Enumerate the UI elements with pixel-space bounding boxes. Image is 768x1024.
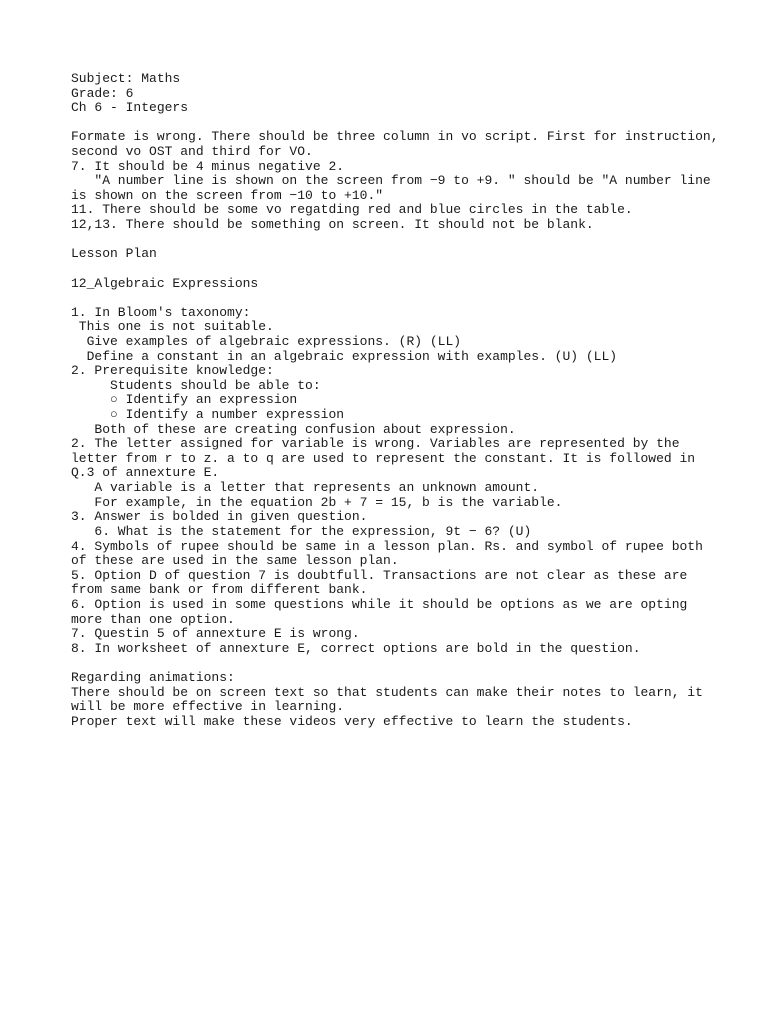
feedback-line: 6. What is the statement for the expression, 9t − 6? (U) bbox=[71, 523, 532, 539]
feedback-line: 12,13. There should be something on screen. It should not be blank. bbox=[71, 217, 594, 233]
feedback-line: more than one option. bbox=[71, 611, 235, 627]
feedback-line: 7. It should be 4 minus negative 2. bbox=[71, 158, 345, 174]
feedback-line: 6. Option is used in some questions while it should be options as we are opting bbox=[71, 596, 688, 612]
feedback-line: from same bank or from different bank. bbox=[71, 582, 368, 598]
feedback-line: For example, in the equation 2b + 7 = 15, b is the variable. bbox=[71, 494, 563, 510]
lesson-plan-heading: Lesson Plan bbox=[71, 246, 157, 262]
feedback-line: 4. Symbols of rupee should be same in a lesson plan. Rs. and symbol of rupee both bbox=[71, 538, 703, 554]
feedback-line: Proper text will make these videos very effective to learn the students. bbox=[71, 713, 633, 729]
feedback-line: Formate is wrong. There should be three column in vo script. First for instruction, bbox=[71, 129, 719, 145]
feedback-line: This one is not suitable. bbox=[71, 319, 274, 335]
spacer bbox=[71, 116, 711, 131]
spacer bbox=[71, 291, 711, 306]
feedback-line: 2. The letter assigned for variable is wrong. Variables are represented by the bbox=[71, 436, 680, 452]
feedback-line: 1. In Bloom's taxonomy: bbox=[71, 304, 251, 320]
feedback-line: Q.3 of annexture E. bbox=[71, 465, 220, 481]
feedback-line: "A number line is shown on the screen from −9 to +9. " should be "A number line bbox=[71, 173, 711, 189]
subject-line: Subject: Maths bbox=[71, 71, 181, 86]
feedback-line: 2. Prerequisite knowledge: bbox=[71, 363, 274, 379]
integers-feedback-block bbox=[71, 129, 719, 233]
chapter-line: Ch 6 - Integers bbox=[71, 100, 189, 116]
animations-feedback-block bbox=[71, 686, 711, 730]
feedback-line: of these are used in the same lesson plan. bbox=[71, 553, 399, 569]
lesson-title: 12_Algebraic Expressions bbox=[71, 275, 259, 291]
feedback-line: letter from r to z. a to q are used to represent the constant. It is followed in bbox=[71, 450, 696, 466]
feedback-line: will be more effective in learning. bbox=[71, 699, 345, 715]
feedback-line: A variable is a letter that represents an unknown amount. bbox=[71, 480, 540, 496]
feedback-line: 11. There should be some vo regatding red and blue circles in the table. bbox=[71, 202, 633, 218]
feedback-line: second vo OST and third for VO. bbox=[71, 144, 313, 160]
feedback-line: 3. Answer is bolded in given question. bbox=[71, 509, 368, 525]
feedback-line: 8. In worksheet of annexture E, correct options are bold in the question. bbox=[71, 640, 641, 656]
spacer bbox=[71, 262, 711, 277]
feedback-line: 5. Option D of question 7 is doubtfull. Transactions are not clear as these are bbox=[71, 567, 688, 583]
document-page bbox=[71, 71, 719, 729]
feedback-line: is shown on the screen from −10 to +10." bbox=[71, 187, 384, 203]
feedback-line: ○ Identify a number expression bbox=[71, 407, 345, 423]
feedback-line: ○ Identify an expression bbox=[71, 392, 298, 408]
animations-heading: Regarding animations: bbox=[71, 669, 235, 685]
feedback-line: Give examples of algebraic expressions. (R) (LL) bbox=[71, 333, 462, 349]
feedback-line: There should be on screen text so that students can make their notes to learn, it bbox=[71, 684, 703, 700]
feedback-line: Both of these are creating confusion about expression. bbox=[71, 421, 516, 437]
spacer bbox=[71, 233, 711, 248]
grade-line: Grade: 6 bbox=[71, 85, 134, 101]
feedback-line: Define a constant in an algebraic expression with examples. (U) (LL) bbox=[71, 348, 618, 364]
feedback-line: 7. Questin 5 of annexture E is wrong. bbox=[71, 626, 360, 642]
feedback-line: Students should be able to: bbox=[71, 377, 321, 393]
lesson-feedback-block bbox=[71, 306, 711, 657]
spacer bbox=[71, 656, 711, 671]
